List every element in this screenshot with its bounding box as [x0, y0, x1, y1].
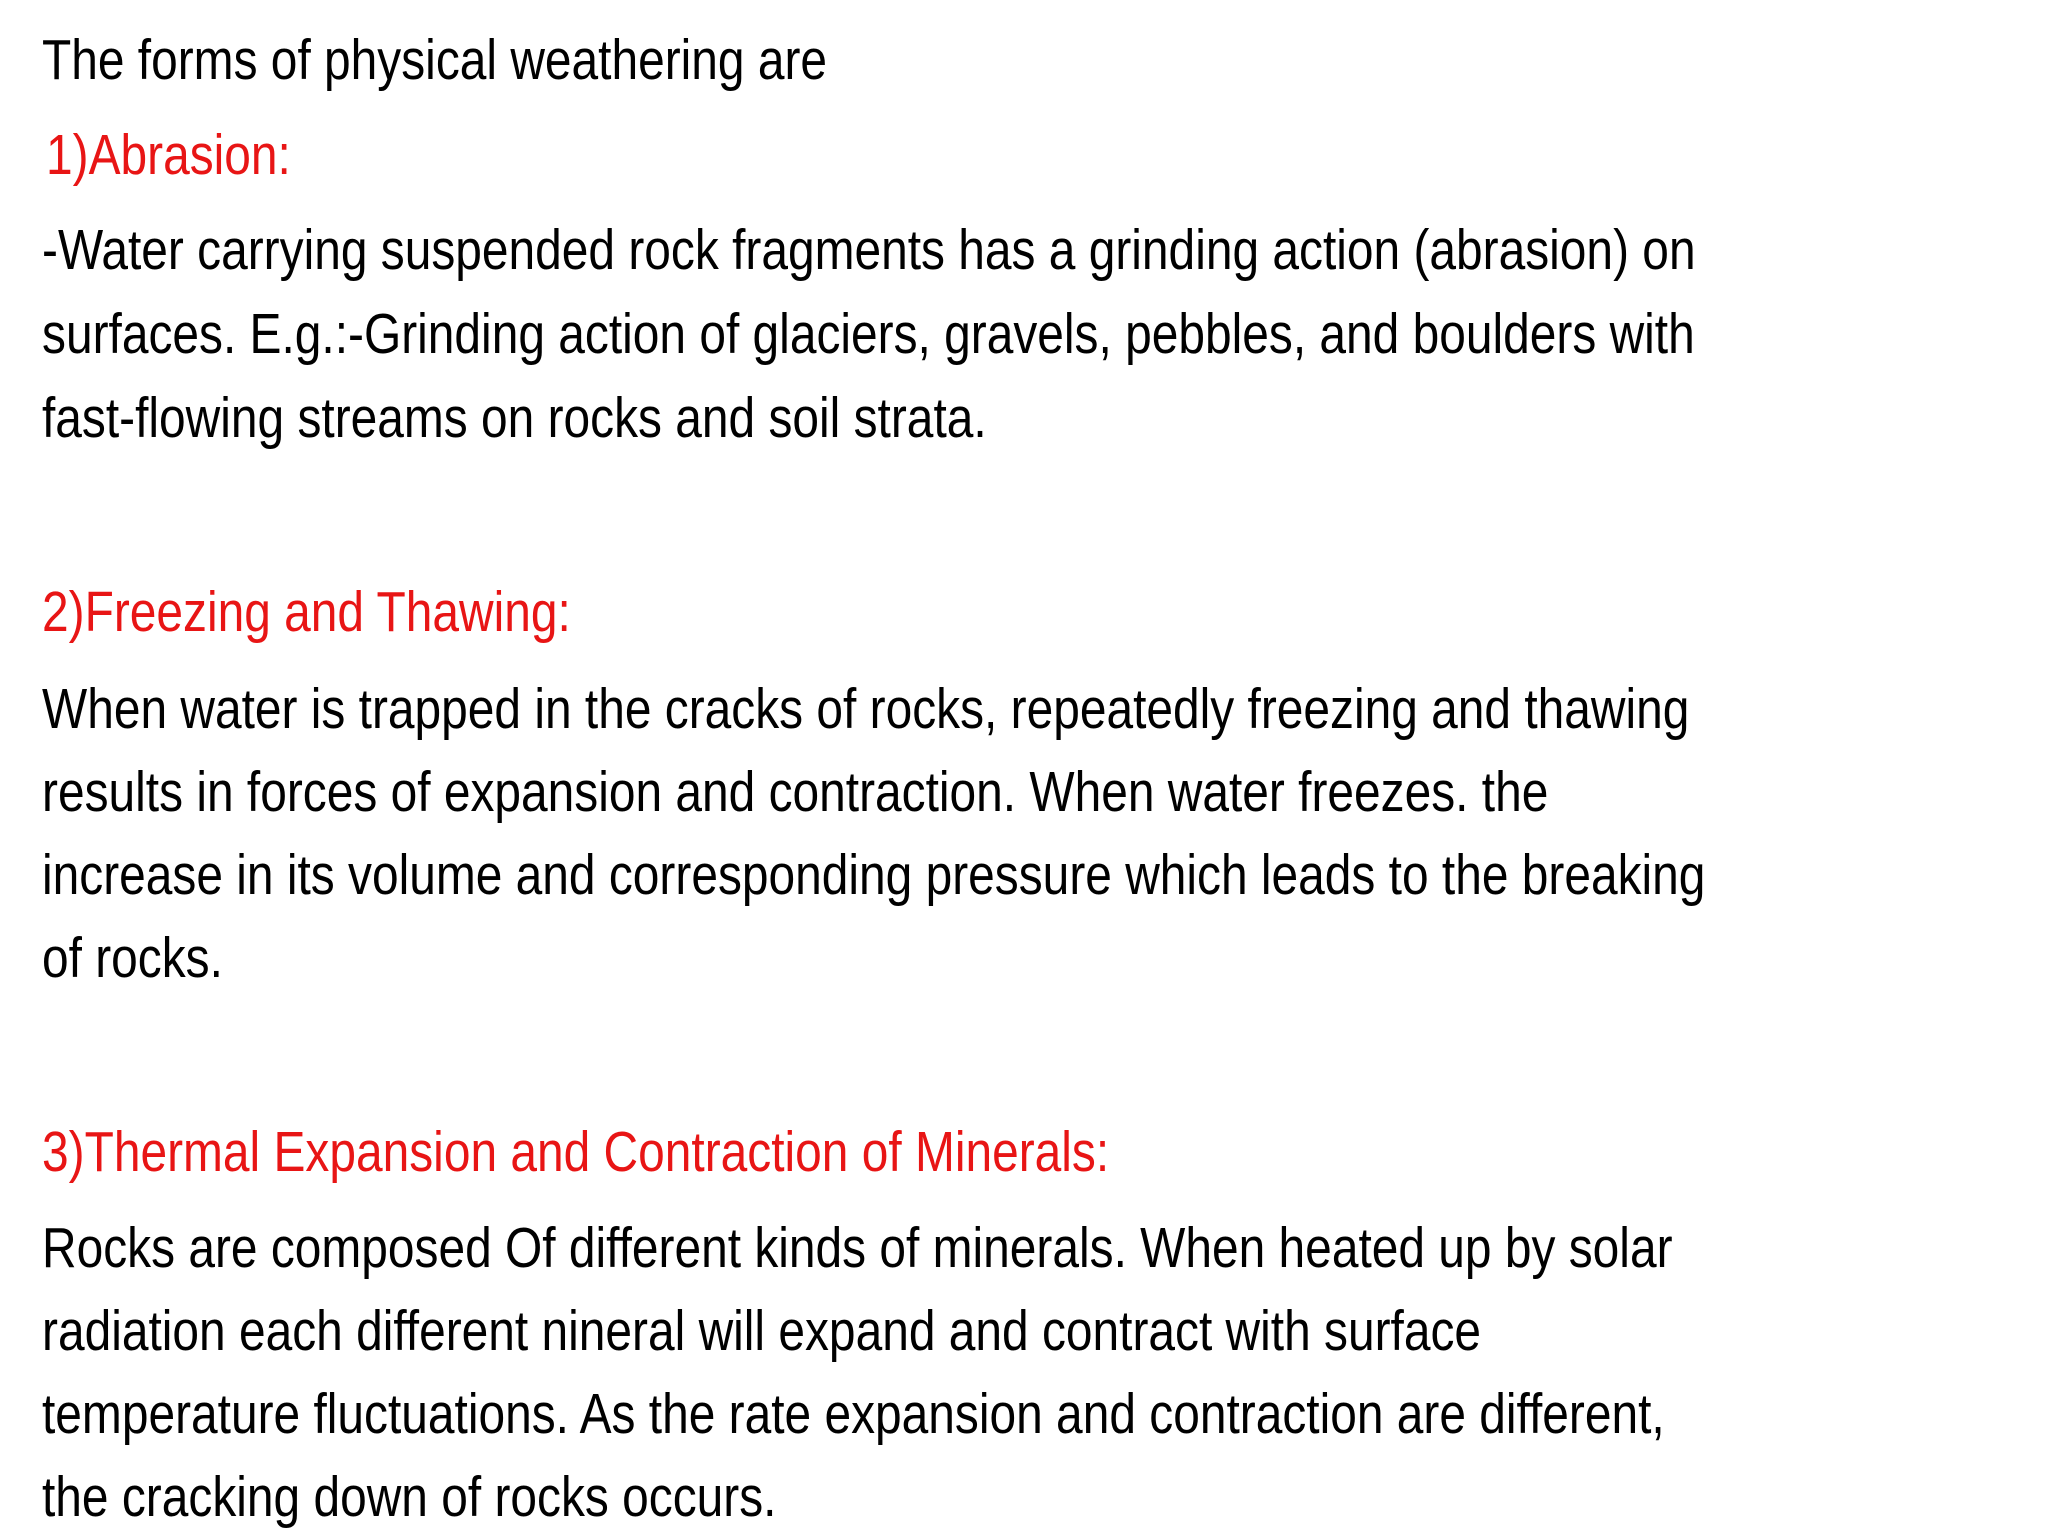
thermal-line-1: Rocks are composed Of different kinds of minerals. When heated up by solar — [42, 1216, 1673, 1280]
freezing-line-2: results in forces of expansion and contraction. When water freezes. the — [42, 760, 1549, 824]
thermal-line-3: temperature fluctuations. As the rate expansion and contraction are different, — [42, 1382, 1665, 1446]
abrasion-line-3: fast-flowing streams on rocks and soil strata. — [42, 386, 987, 450]
abrasion-line-2: surfaces. E.g.:-Grinding action of glaciers, gravels, pebbles, and boulders with — [42, 302, 1695, 366]
freezing-line-3: increase in its volume and corresponding pressure which leads to the breaking — [42, 843, 1706, 907]
thermal-line-4: the cracking down of rocks occurs. — [42, 1465, 777, 1529]
freezing-line-4: of rocks. — [42, 926, 223, 990]
section-heading-abrasion: 1)Abrasion: — [46, 123, 291, 187]
freezing-line-1: When water is trapped in the cracks of rocks, repeatedly freezing and thawing — [42, 677, 1690, 741]
intro-text: The forms of physical weathering are — [42, 28, 828, 92]
section-heading-freezing: 2)Freezing and Thawing: — [42, 580, 571, 644]
abrasion-line-1: -Water carrying suspended rock fragments has a grinding action (abrasion) on — [42, 218, 1696, 282]
section-heading-thermal: 3)Thermal Expansion and Contraction of Minerals: — [42, 1120, 1110, 1184]
thermal-line-2: radiation each different nineral will expand and contract with surface — [42, 1299, 1482, 1363]
